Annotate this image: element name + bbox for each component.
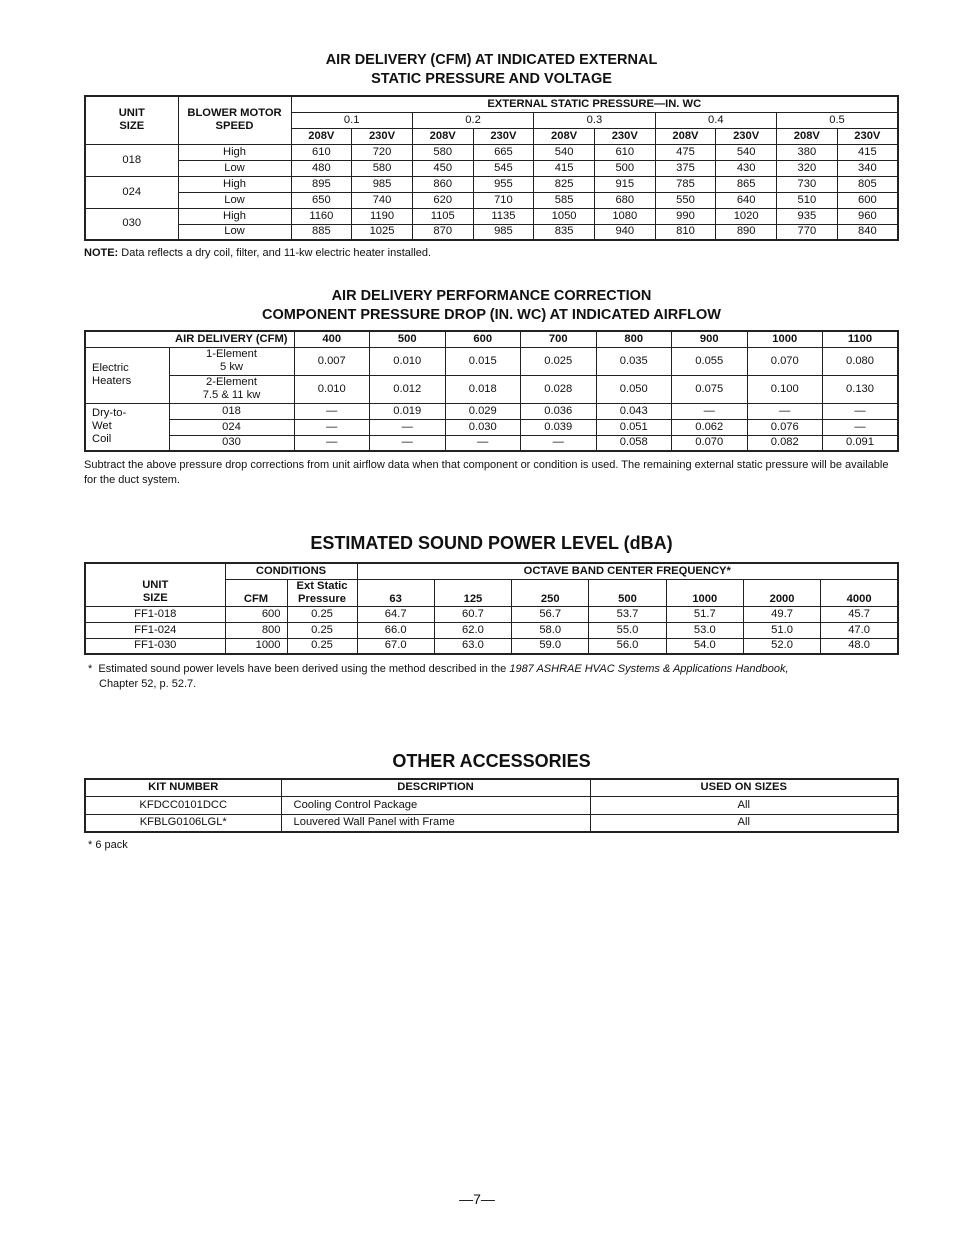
- voltage-header: 208V: [291, 128, 352, 144]
- cfm-value-cell: 985: [473, 224, 534, 240]
- airflow-header-cell: 500: [370, 331, 446, 347]
- blower-speed-header: BLOWER MOTOR SPEED: [178, 96, 291, 144]
- pressure-drop-cell: 0.100: [747, 375, 823, 403]
- airflow-header: AIR DELIVERY (CFM): [85, 331, 294, 347]
- table-row: [85, 638, 898, 654]
- pressure-drop-cell: —: [823, 403, 899, 419]
- description-header: DESCRIPTION: [281, 779, 590, 796]
- cfm-header: CFM: [225, 579, 287, 606]
- cfm-cell: 1000: [225, 638, 287, 654]
- table2-title: [84, 287, 899, 325]
- voltage-header: 230V: [716, 128, 777, 144]
- table-row: [85, 419, 898, 435]
- pressure-drop-cell: —: [294, 435, 370, 451]
- pressure-drop-cell: 0.012: [370, 375, 446, 403]
- air-delivery-table: [84, 95, 899, 241]
- pressure-drop-cell: —: [370, 435, 446, 451]
- cfm-value-cell: 1105: [412, 208, 473, 224]
- sound-level-cell: 60.7: [434, 606, 511, 622]
- table-row: [85, 403, 898, 419]
- sound-level-cell: 56.0: [589, 638, 666, 654]
- cfm-value-cell: 785: [655, 176, 716, 192]
- cfm-value-cell: 860: [412, 176, 473, 192]
- table1-note: NOTE: Data reflects a dry coil, filter, and 11-kw electric heater installed.: [84, 247, 432, 259]
- pressure-drop-cell: 0.062: [672, 419, 748, 435]
- cfm-value-cell: 480: [291, 160, 352, 176]
- pressure-drop-cell: 0.019: [370, 403, 446, 419]
- cfm-value-cell: 680: [594, 192, 655, 208]
- pressure-drop-cell: —: [370, 419, 446, 435]
- pressure-header: 0.2: [412, 112, 533, 128]
- airflow-header-cell: 1000: [747, 331, 823, 347]
- pressure-drop-cell: 0.030: [445, 419, 521, 435]
- cfm-value-cell: 415: [534, 160, 595, 176]
- blower-speed-cell: Low: [178, 224, 291, 240]
- pressure-drop-cell: —: [672, 403, 748, 419]
- cfm-value-cell: 475: [655, 144, 716, 160]
- cfm-value-cell: 375: [655, 160, 716, 176]
- airflow-header-cell: 600: [445, 331, 521, 347]
- pressure-drop-cell: 0.035: [596, 347, 672, 375]
- cfm-value-cell: 545: [473, 160, 534, 176]
- table-row: [85, 347, 898, 375]
- sound-level-title: ESTIMATED SOUND POWER LEVEL (dBA): [310, 533, 673, 553]
- table-row: [85, 375, 898, 403]
- cfm-value-cell: 430: [716, 160, 777, 176]
- cfm-value-cell: 840: [837, 224, 898, 240]
- cfm-value-cell: 770: [777, 224, 838, 240]
- description-cell: Cooling Control Package: [281, 796, 590, 814]
- voltage-header: 230V: [352, 128, 413, 144]
- pressure-drop-cell: —: [823, 419, 899, 435]
- pressure-drop-cell: 0.055: [672, 347, 748, 375]
- cfm-value-cell: 585: [534, 192, 595, 208]
- cfm-value-cell: 640: [716, 192, 777, 208]
- cfm-value-cell: 870: [412, 224, 473, 240]
- blower-speed-cell: Low: [178, 160, 291, 176]
- voltage-header: 208V: [777, 128, 838, 144]
- frequency-header: 4000: [821, 579, 898, 606]
- pressure-drop-cell: 0.130: [823, 375, 899, 403]
- table1-title: [84, 51, 899, 89]
- cfm-value-cell: 740: [352, 192, 413, 208]
- unit-cell: FF1-024: [85, 622, 225, 638]
- pressure-drop-cell: —: [445, 435, 521, 451]
- sound-level-cell: 52.0: [743, 638, 820, 654]
- sound-power-table: [84, 562, 899, 655]
- heater-type-cell: [169, 375, 294, 403]
- page-number: —7—: [459, 1191, 495, 1207]
- table-row: [85, 144, 898, 160]
- cfm-value-cell: 835: [534, 224, 595, 240]
- sound-level-cell: 55.0: [589, 622, 666, 638]
- coil-label-line: Coil: [92, 433, 112, 446]
- coil-size-cell: 018: [169, 403, 294, 419]
- pressure-drop-cell: 0.039: [521, 419, 597, 435]
- blower-speed-cell: Low: [178, 192, 291, 208]
- cfm-value-cell: 320: [777, 160, 838, 176]
- heater-type-line: 1-Element: [206, 348, 257, 360]
- pressure-drop-cell: 0.010: [370, 347, 446, 375]
- pressure-drop-cell: 0.091: [823, 435, 899, 451]
- pressure-drop-cell: —: [521, 435, 597, 451]
- cfm-value-cell: 450: [412, 160, 473, 176]
- kit-number-cell: KFDCC0101DCC: [85, 796, 281, 814]
- cfm-value-cell: 1020: [716, 208, 777, 224]
- cfm-value-cell: 810: [655, 224, 716, 240]
- sound-level-cell: 53.0: [666, 622, 743, 638]
- sound-level-cell: 54.0: [666, 638, 743, 654]
- heater-kw-line: 7.5 & 11 kw: [202, 389, 261, 401]
- cfm-value-cell: 415: [837, 144, 898, 160]
- table-row: [85, 606, 898, 622]
- cfm-value-cell: 340: [837, 160, 898, 176]
- electric-label-line: Heaters: [92, 375, 132, 387]
- kit-number-cell: KFBLG0106LGL*: [85, 814, 281, 832]
- cfm-value-cell: 580: [352, 160, 413, 176]
- sound-level-cell: 51.7: [666, 606, 743, 622]
- cfm-value-cell: 1135: [473, 208, 534, 224]
- pressure-drop-cell: 0.043: [596, 403, 672, 419]
- table-row: [85, 176, 898, 192]
- sound-level-cell: 63.0: [434, 638, 511, 654]
- cfm-value-cell: 935: [777, 208, 838, 224]
- pressure-header: 0.5: [777, 112, 899, 128]
- heater-kw-line: 5 kw: [219, 361, 243, 373]
- cfm-value-cell: 1025: [352, 224, 413, 240]
- frequency-header: 125: [434, 579, 511, 606]
- table-row: [85, 796, 898, 814]
- cfm-value-cell: 960: [837, 208, 898, 224]
- cfm-cell: 600: [225, 606, 287, 622]
- sound-level-cell: 45.7: [821, 606, 898, 622]
- cfm-value-cell: 915: [594, 176, 655, 192]
- unit-size-cell: 024: [85, 176, 178, 208]
- table2-note: Subtract the above pressure drop corrections from unit airflow data when that component or condition is used. The remaining external static pressure will be available for the duct system.: [84, 459, 889, 486]
- cfm-value-cell: 650: [291, 192, 352, 208]
- cfm-value-cell: 1160: [291, 208, 352, 224]
- sound-level-cell: 58.0: [512, 622, 589, 638]
- pressure-header: 0.4: [655, 112, 776, 128]
- table1-title-line2: STATIC PRESSURE AND VOLTAGE: [371, 71, 612, 87]
- heater-type-cell: [169, 347, 294, 375]
- sound-level-cell: 59.0: [512, 638, 589, 654]
- voltage-header: 208V: [412, 128, 473, 144]
- unit-size-cell: 030: [85, 208, 178, 240]
- cfm-value-cell: 990: [655, 208, 716, 224]
- pressure-drop-cell: 0.028: [521, 375, 597, 403]
- sound-level-cell: 53.7: [589, 606, 666, 622]
- table-row: [85, 814, 898, 832]
- unit-cell: FF1-030: [85, 638, 225, 654]
- table-row: [85, 435, 898, 451]
- pressure-drop-cell: 0.070: [672, 435, 748, 451]
- cfm-value-cell: 1080: [594, 208, 655, 224]
- sound-level-cell: 64.7: [357, 606, 434, 622]
- cfm-value-cell: 550: [655, 192, 716, 208]
- cfm-value-cell: 1050: [534, 208, 595, 224]
- table-row: [85, 192, 898, 208]
- pressure-drop-cell: —: [747, 403, 823, 419]
- ext-static-pressure-header: Ext Static Pressure: [287, 579, 357, 606]
- sound-level-cell: 56.7: [512, 606, 589, 622]
- cfm-value-cell: 805: [837, 176, 898, 192]
- cfm-value-cell: 610: [594, 144, 655, 160]
- pressure-drop-cell: 0.010: [294, 375, 370, 403]
- pressure-drop-cell: 0.058: [596, 435, 672, 451]
- esp-cell: 0.25: [287, 638, 357, 654]
- airflow-header-cell: 400: [294, 331, 370, 347]
- airflow-header-cell: 1100: [823, 331, 899, 347]
- sound-level-cell: 51.0: [743, 622, 820, 638]
- pressure-drop-table: [84, 330, 899, 452]
- cfm-value-cell: 885: [291, 224, 352, 240]
- frequency-header: 1000: [666, 579, 743, 606]
- used-on-sizes-cell: All: [590, 814, 898, 832]
- esp-cell: 0.25: [287, 606, 357, 622]
- table3-footnote: * Estimated sound power levels have been derived using the method described in the 1987 ASHRAE HVAC Systems & Applications Handbook, Chapter 52, p. 52.7.: [88, 663, 789, 690]
- cfm-value-cell: 580: [412, 144, 473, 160]
- pressure-drop-cell: 0.025: [521, 347, 597, 375]
- cfm-value-cell: 940: [594, 224, 655, 240]
- description-cell: Louvered Wall Panel with Frame: [281, 814, 590, 832]
- used-on-sizes-cell: All: [590, 796, 898, 814]
- table-row: [85, 208, 898, 224]
- table-row: [85, 224, 898, 240]
- dry-to-wet-coil-label: [85, 403, 169, 451]
- esp-cell: 0.25: [287, 622, 357, 638]
- table4-footnote: * 6 pack: [88, 839, 128, 851]
- unit-cell: FF1-018: [85, 606, 225, 622]
- sound-level-cell: 47.0: [821, 622, 898, 638]
- coil-size-cell: 024: [169, 419, 294, 435]
- sound-level-cell: 66.0: [357, 622, 434, 638]
- cfm-value-cell: 985: [352, 176, 413, 192]
- table-row: [85, 622, 898, 638]
- cfm-value-cell: 665: [473, 144, 534, 160]
- frequency-header: 2000: [743, 579, 820, 606]
- pressure-drop-cell: 0.007: [294, 347, 370, 375]
- voltage-header: 230V: [473, 128, 534, 144]
- cfm-value-cell: 730: [777, 176, 838, 192]
- airflow-header-cell: 800: [596, 331, 672, 347]
- conditions-header: CONDITIONS: [225, 563, 357, 579]
- coil-label-line: Wet: [92, 420, 112, 433]
- pressure-drop-cell: 0.029: [445, 403, 521, 419]
- table1-title-line1: AIR DELIVERY (CFM) AT INDICATED EXTERNAL: [325, 52, 658, 68]
- voltage-header: 230V: [837, 128, 898, 144]
- sound-level-cell: 49.7: [743, 606, 820, 622]
- blower-speed-cell: High: [178, 176, 291, 192]
- airflow-header-cell: 900: [672, 331, 748, 347]
- cfm-value-cell: 540: [534, 144, 595, 160]
- cfm-value-cell: 865: [716, 176, 777, 192]
- frequency-header: 63: [357, 579, 434, 606]
- sound-level-cell: 48.0: [821, 638, 898, 654]
- pressure-drop-cell: 0.075: [672, 375, 748, 403]
- electric-heaters-label: [85, 347, 169, 403]
- voltage-header: 208V: [534, 128, 595, 144]
- pressure-drop-cell: 0.070: [747, 347, 823, 375]
- coil-label-line: Dry-to-: [92, 407, 127, 420]
- cfm-value-cell: 540: [716, 144, 777, 160]
- cfm-value-cell: 720: [352, 144, 413, 160]
- cfm-value-cell: 955: [473, 176, 534, 192]
- pressure-header: 0.3: [534, 112, 655, 128]
- airflow-header-cell: 700: [521, 331, 597, 347]
- octave-header: OCTAVE BAND CENTER FREQUENCY*: [357, 563, 898, 579]
- pressure-drop-cell: 0.050: [596, 375, 672, 403]
- blower-speed-cell: High: [178, 208, 291, 224]
- cfm-value-cell: 600: [837, 192, 898, 208]
- table2-title-line1: AIR DELIVERY PERFORMANCE CORRECTION: [331, 288, 652, 304]
- cfm-value-cell: 500: [594, 160, 655, 176]
- pressure-drop-cell: 0.018: [445, 375, 521, 403]
- cfm-value-cell: 610: [291, 144, 352, 160]
- cfm-value-cell: 620: [412, 192, 473, 208]
- pressure-drop-cell: —: [294, 403, 370, 419]
- voltage-header: 230V: [594, 128, 655, 144]
- sound-level-cell: 62.0: [434, 622, 511, 638]
- esp-header: EXTERNAL STATIC PRESSURE—IN. WC: [291, 96, 898, 112]
- cfm-value-cell: 380: [777, 144, 838, 160]
- pressure-header: 0.1: [291, 112, 412, 128]
- unit-size-cell: 018: [85, 144, 178, 176]
- pressure-drop-cell: 0.036: [521, 403, 597, 419]
- pressure-drop-cell: 0.080: [823, 347, 899, 375]
- voltage-header: 208V: [655, 128, 716, 144]
- used-on-sizes-header: USED ON SIZES: [590, 779, 898, 796]
- heater-type-line: 2-Element: [206, 376, 257, 388]
- cfm-value-cell: 890: [716, 224, 777, 240]
- cfm-value-cell: 510: [777, 192, 838, 208]
- other-accessories-title: OTHER ACCESSORIES: [392, 751, 591, 771]
- accessories-table: [84, 778, 899, 833]
- table-row: [85, 160, 898, 176]
- blower-speed-cell: High: [178, 144, 291, 160]
- pressure-drop-cell: —: [294, 419, 370, 435]
- kit-number-header: KIT NUMBER: [85, 779, 281, 796]
- cfm-value-cell: 825: [534, 176, 595, 192]
- pressure-drop-cell: 0.051: [596, 419, 672, 435]
- unit-size-header: UNIT SIZE: [85, 579, 225, 606]
- unit-size-header: UNIT SIZE: [85, 96, 178, 144]
- coil-size-cell: 030: [169, 435, 294, 451]
- pressure-drop-cell: 0.076: [747, 419, 823, 435]
- electric-label-line: Electric: [92, 362, 129, 374]
- cfm-value-cell: 1190: [352, 208, 413, 224]
- pressure-drop-cell: 0.082: [747, 435, 823, 451]
- frequency-header: 500: [589, 579, 666, 606]
- frequency-header: 250: [512, 579, 589, 606]
- pressure-drop-cell: 0.015: [445, 347, 521, 375]
- cfm-cell: 800: [225, 622, 287, 638]
- sound-level-cell: 67.0: [357, 638, 434, 654]
- cfm-value-cell: 710: [473, 192, 534, 208]
- cfm-value-cell: 895: [291, 176, 352, 192]
- table2-title-line2: COMPONENT PRESSURE DROP (IN. WC) AT INDICATED AIRFLOW: [262, 307, 721, 323]
